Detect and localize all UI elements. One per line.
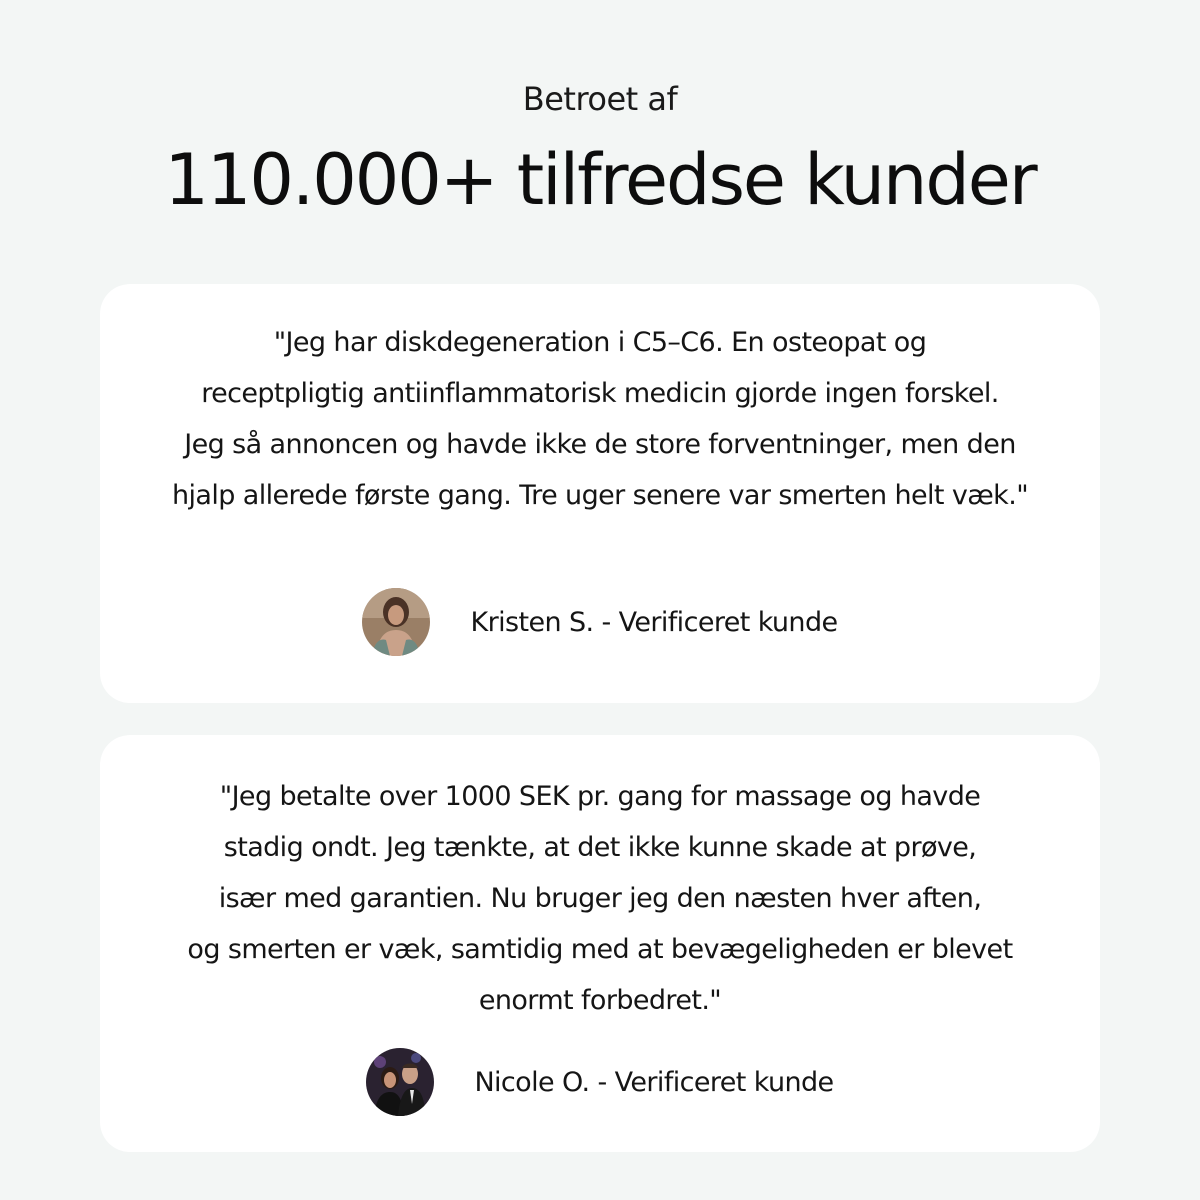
quote-line: og smerten er væk, samtidig med at bevægeligheden er blevet (187, 934, 1013, 965)
quote-line: receptpligtig antiinflammatorisk medicin gjorde ingen forskel. (201, 378, 999, 409)
testimonial-author (100, 1047, 1100, 1117)
customer-avatar (366, 1048, 434, 1116)
headline: 110.000+ tilfredse kunder (164, 139, 1036, 221)
customer-avatar (362, 588, 430, 656)
testimonial-card (100, 284, 1100, 703)
testimonial-quote (140, 771, 1060, 1026)
quote-line: især med garantien. Nu bruger jeg den næsten hver aften, (218, 883, 982, 914)
quote-line: hjalp allerede første gang. Tre uger senere var smerten helt væk." (171, 480, 1029, 511)
testimonial-author (100, 587, 1100, 657)
testimonial-card (100, 735, 1100, 1152)
eyebrow-text: Betroet af (522, 80, 678, 118)
author-name: Nicole O. - Verificeret kunde (474, 1066, 834, 1098)
quote-line: "Jeg har diskdegeneration i C5–C6. En osteopat og (273, 327, 927, 358)
customer-photo-icon (362, 588, 430, 656)
quote-line: "Jeg betalte over 1000 SEK pr. gang for massage og havde (219, 781, 981, 812)
quote-line: stadig ondt. Jeg tænkte, at det ikke kunne skade at prøve, (223, 832, 977, 863)
customer-photo-icon (366, 1048, 434, 1116)
author-name: Kristen S. - Verificeret kunde (470, 606, 838, 638)
testimonial-quote (140, 317, 1060, 521)
quote-line: enormt forbedret." (478, 985, 722, 1016)
quote-line: Jeg så annoncen og havde ikke de store forventninger, men den (184, 429, 1016, 460)
